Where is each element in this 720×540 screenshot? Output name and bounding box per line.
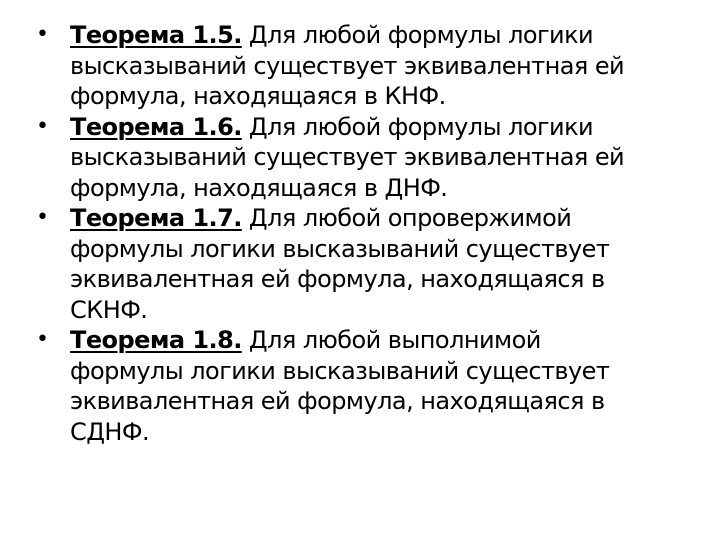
bullet-icon: • bbox=[36, 22, 49, 47]
theorem-text: Для любой выполнимой формулы логики высказываний существует эквивалентная ей формула, находящаяся в СДНФ. bbox=[70, 326, 610, 446]
theorem-title: Теорема 1.7. bbox=[70, 204, 242, 232]
list-item-theorem-1-7 bbox=[36, 203, 636, 325]
theorem-title: Теорема 1.6. bbox=[70, 112, 242, 141]
theorem-text: Для любой формулы логики высказываний существует эквивалентная ей формула, находящаяся в ДНФ. bbox=[70, 112, 625, 202]
theorem-text: Для любой опровержимой формулы логики высказываний существует эквивалентная ей формула, находящаяся в СКНФ. bbox=[70, 204, 610, 324]
bullet-icon: • bbox=[36, 327, 49, 352]
theorem-text: Для любой формулы логики высказываний существует эквивалентная ей формула, находящаяся в КНФ. bbox=[70, 21, 625, 110]
list-item-theorem-1-5 bbox=[36, 20, 636, 112]
theorem-list bbox=[36, 20, 636, 447]
list-item-theorem-1-6 bbox=[36, 112, 636, 204]
list-item-theorem-1-8 bbox=[36, 325, 636, 447]
bullet-icon: • bbox=[36, 113, 49, 139]
theorem-title: Теорема 1.8. bbox=[70, 326, 242, 354]
theorem-title: Теорема 1.5. bbox=[70, 21, 242, 49]
bullet-icon: • bbox=[36, 205, 49, 230]
